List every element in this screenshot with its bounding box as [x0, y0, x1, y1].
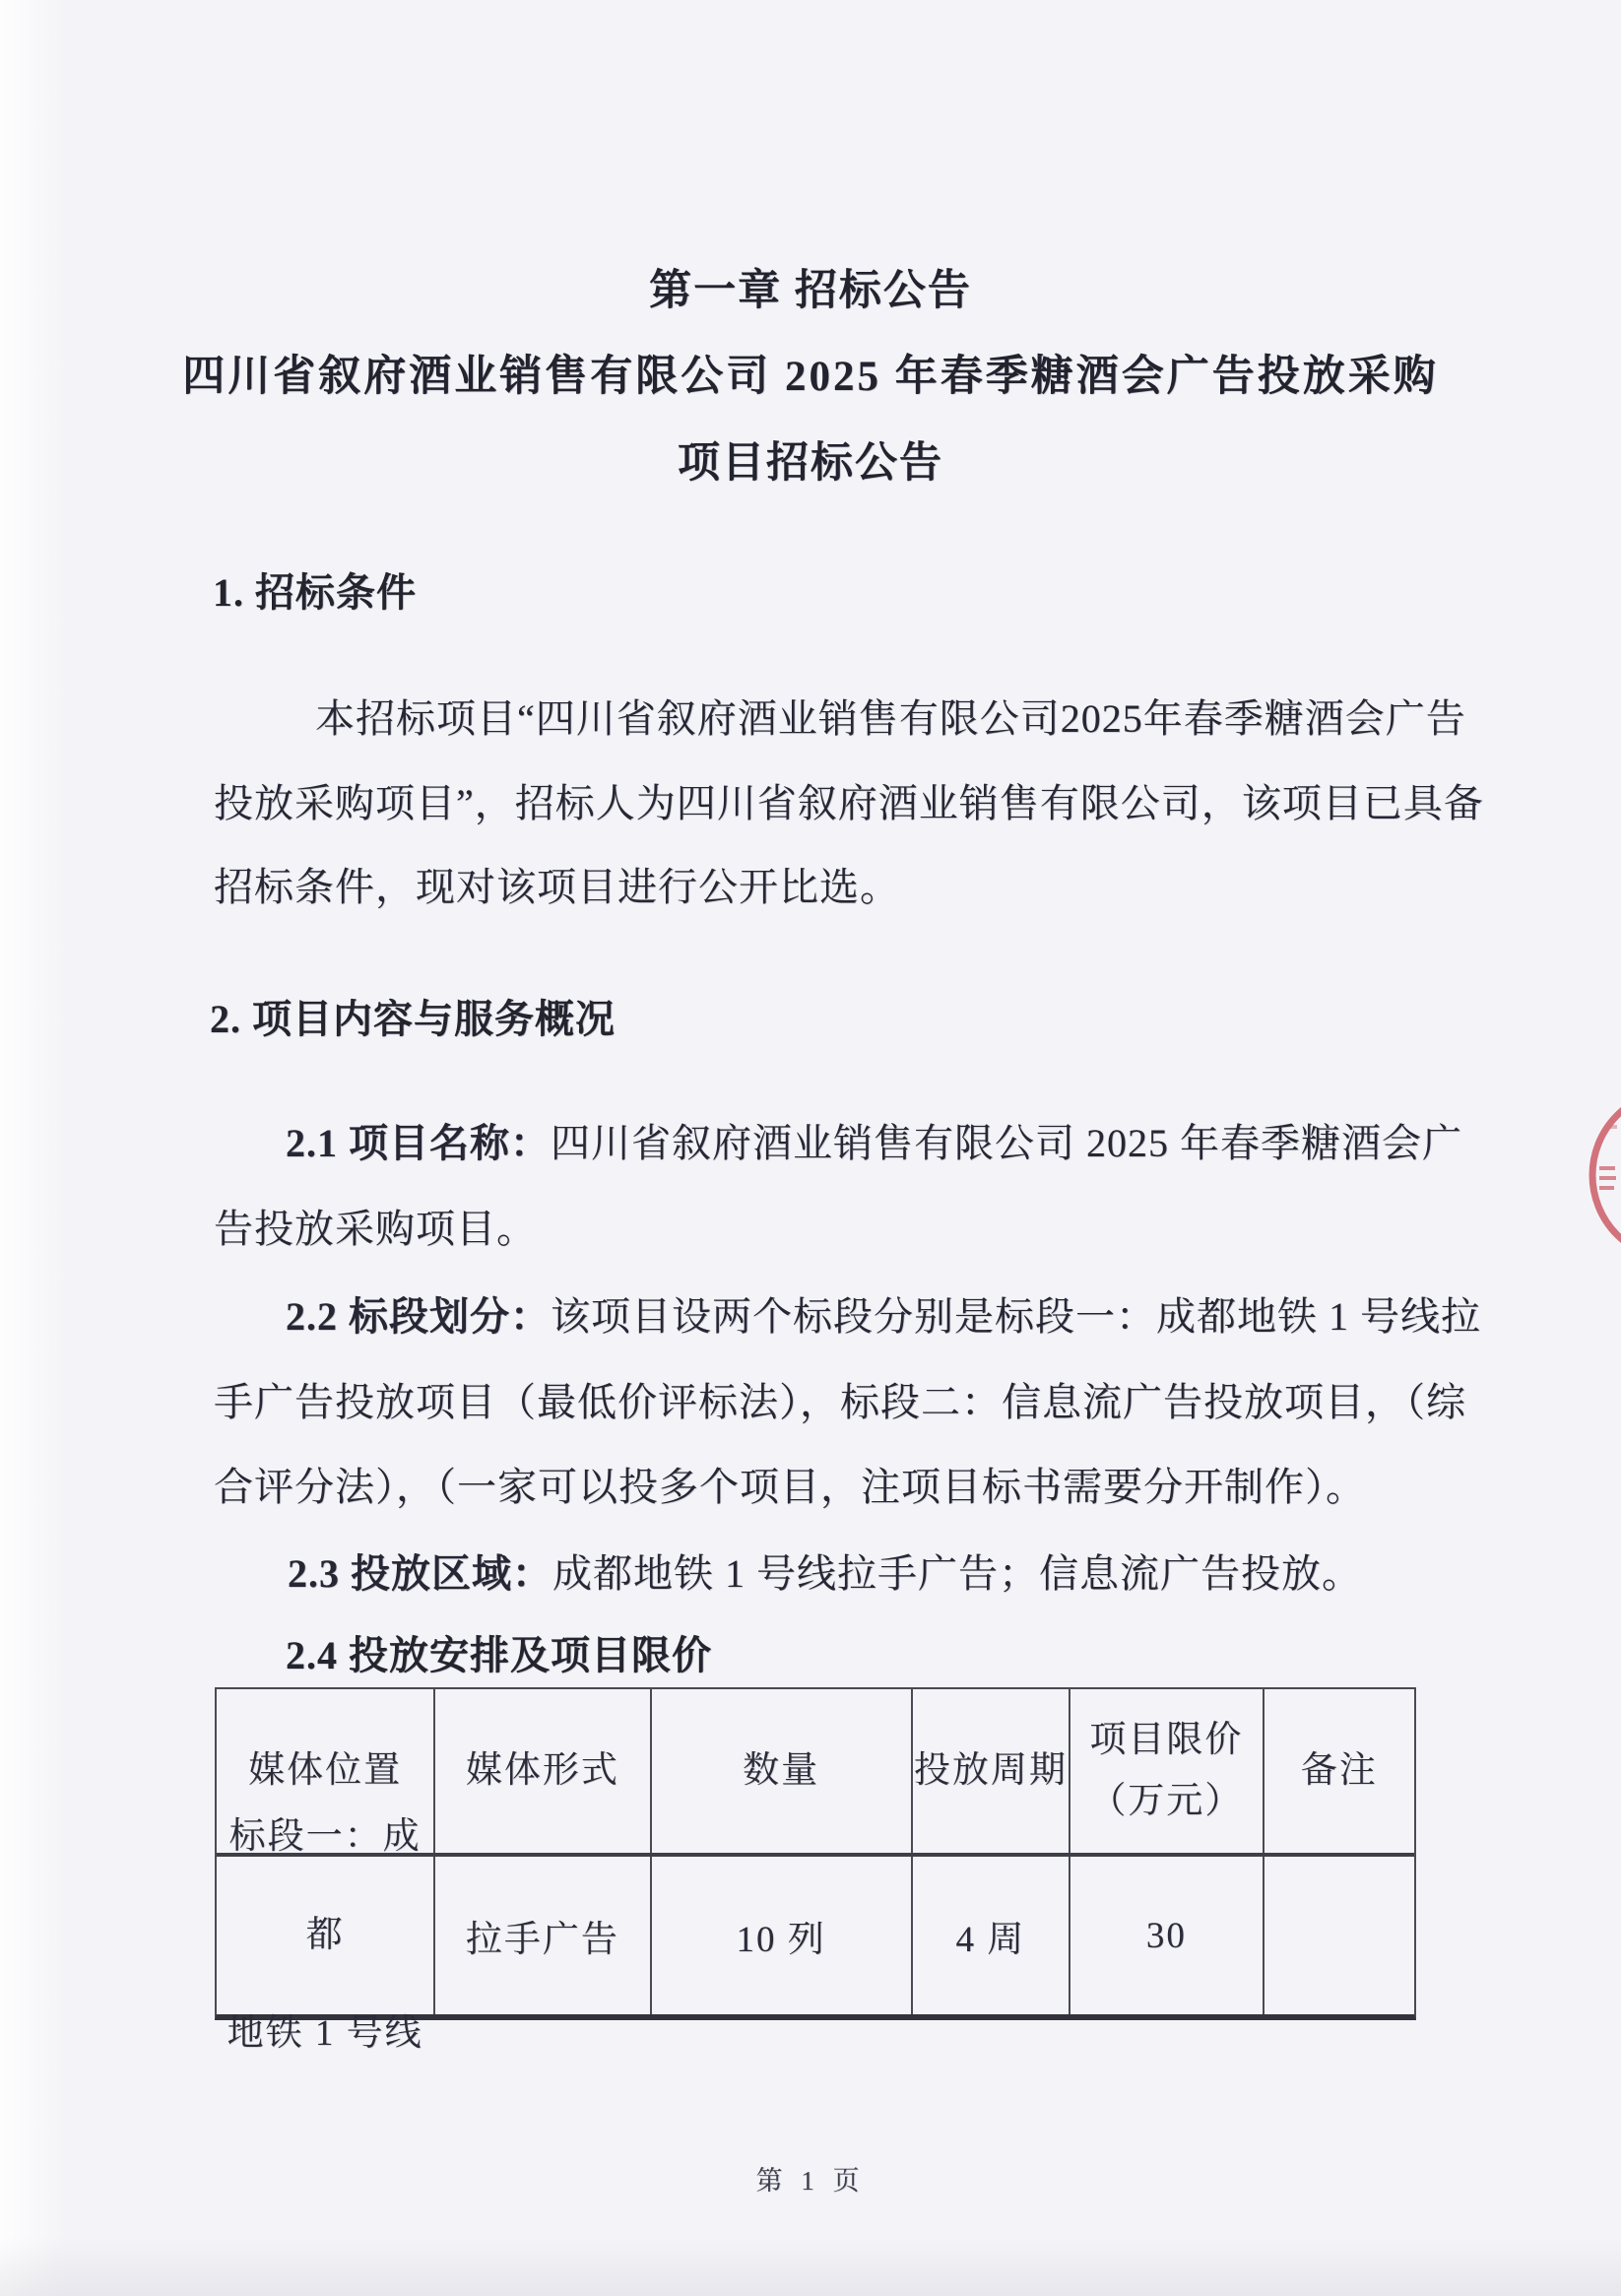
- section-2-2-line-3: 合评分法），（一家可以投多个项目，注项目标书需要分开制作）。: [214, 1465, 1366, 1509]
- header-quantity: 数量: [652, 1689, 913, 1853]
- cell-media-position: 标段一：成都 地铁 1 号线: [217, 1857, 435, 2014]
- section-2-1-line-1: [286, 1112, 1462, 1168]
- section-2-1-label: 2.1 项目名称：: [286, 1121, 551, 1165]
- header-price-limit: 项目限价 （万元）: [1070, 1689, 1264, 1853]
- red-seal-stamp: [1582, 1074, 1621, 1280]
- section-2-2-line-1: [286, 1285, 1481, 1342]
- document-title-line-1: 四川省叙府酒业销售有限公司 2025 年春季糖酒会广告投放采购: [182, 354, 1439, 400]
- page-number: 第 1 页: [755, 2166, 866, 2196]
- section-1-line-2: 投放采购项目”，招标人为四川省叙府酒业销售有限公司，该项目已具备: [214, 781, 1484, 825]
- section-1-line-3: 招标条件，现对该项目进行公开比选。: [214, 865, 900, 909]
- cell-remark: [1264, 1857, 1415, 2014]
- section-2-1-line-2: 告投放采购项目。: [214, 1207, 537, 1251]
- header-price-unit: （万元）: [1089, 1781, 1244, 1821]
- section-2-3-text: 成都地铁 1 号线拉手广告；信息流广告投放。: [552, 1551, 1362, 1596]
- document-title-line-2: 项目招标公告: [678, 440, 943, 487]
- section-2-heading: 2. 项目内容与服务概况: [210, 997, 616, 1041]
- placement-price-table: [215, 1687, 1416, 2054]
- header-period: 投放周期: [913, 1689, 1070, 1853]
- section-2-1-text: 四川省叙府酒业销售有限公司 2025 年春季糖酒会广: [551, 1121, 1462, 1165]
- table-row: [217, 1816, 1414, 2054]
- section-1-line-1: 本招标项目“四川省叙府酒业销售有限公司2025年春季糖酒会广告: [315, 696, 1466, 741]
- header-remark: 备注: [1300, 1750, 1378, 1791]
- header-media-position: 媒体位置: [217, 1689, 435, 1853]
- section-1-heading: 1. 招标条件: [213, 570, 417, 615]
- cell-media-form: 拉手广告: [435, 1857, 651, 2014]
- cell-price-limit: 30: [1070, 1857, 1264, 2014]
- cell-quantity: 10 列: [652, 1857, 913, 2014]
- section-2-2-line-2: 手广告投放项目（最低价评标法），标段二：信息流广告投放项目，（综: [214, 1380, 1466, 1424]
- cell-period: 4 周: [913, 1857, 1070, 2014]
- section-2-4-heading: 2.4 投放安排及项目限价: [286, 1633, 712, 1677]
- section-2-3-label: 2.3 投放区域：: [288, 1551, 552, 1596]
- section-2-3-line: [288, 1542, 1362, 1599]
- section-2-2-text: 该项目设两个标段分别是标段一：成都地铁 1 号线拉: [551, 1294, 1481, 1339]
- section-2-2-label: 2.2 标段划分：: [286, 1294, 551, 1339]
- header-media-form: 媒体形式: [435, 1689, 651, 1853]
- chapter-title: 第一章 招标公告: [649, 268, 972, 314]
